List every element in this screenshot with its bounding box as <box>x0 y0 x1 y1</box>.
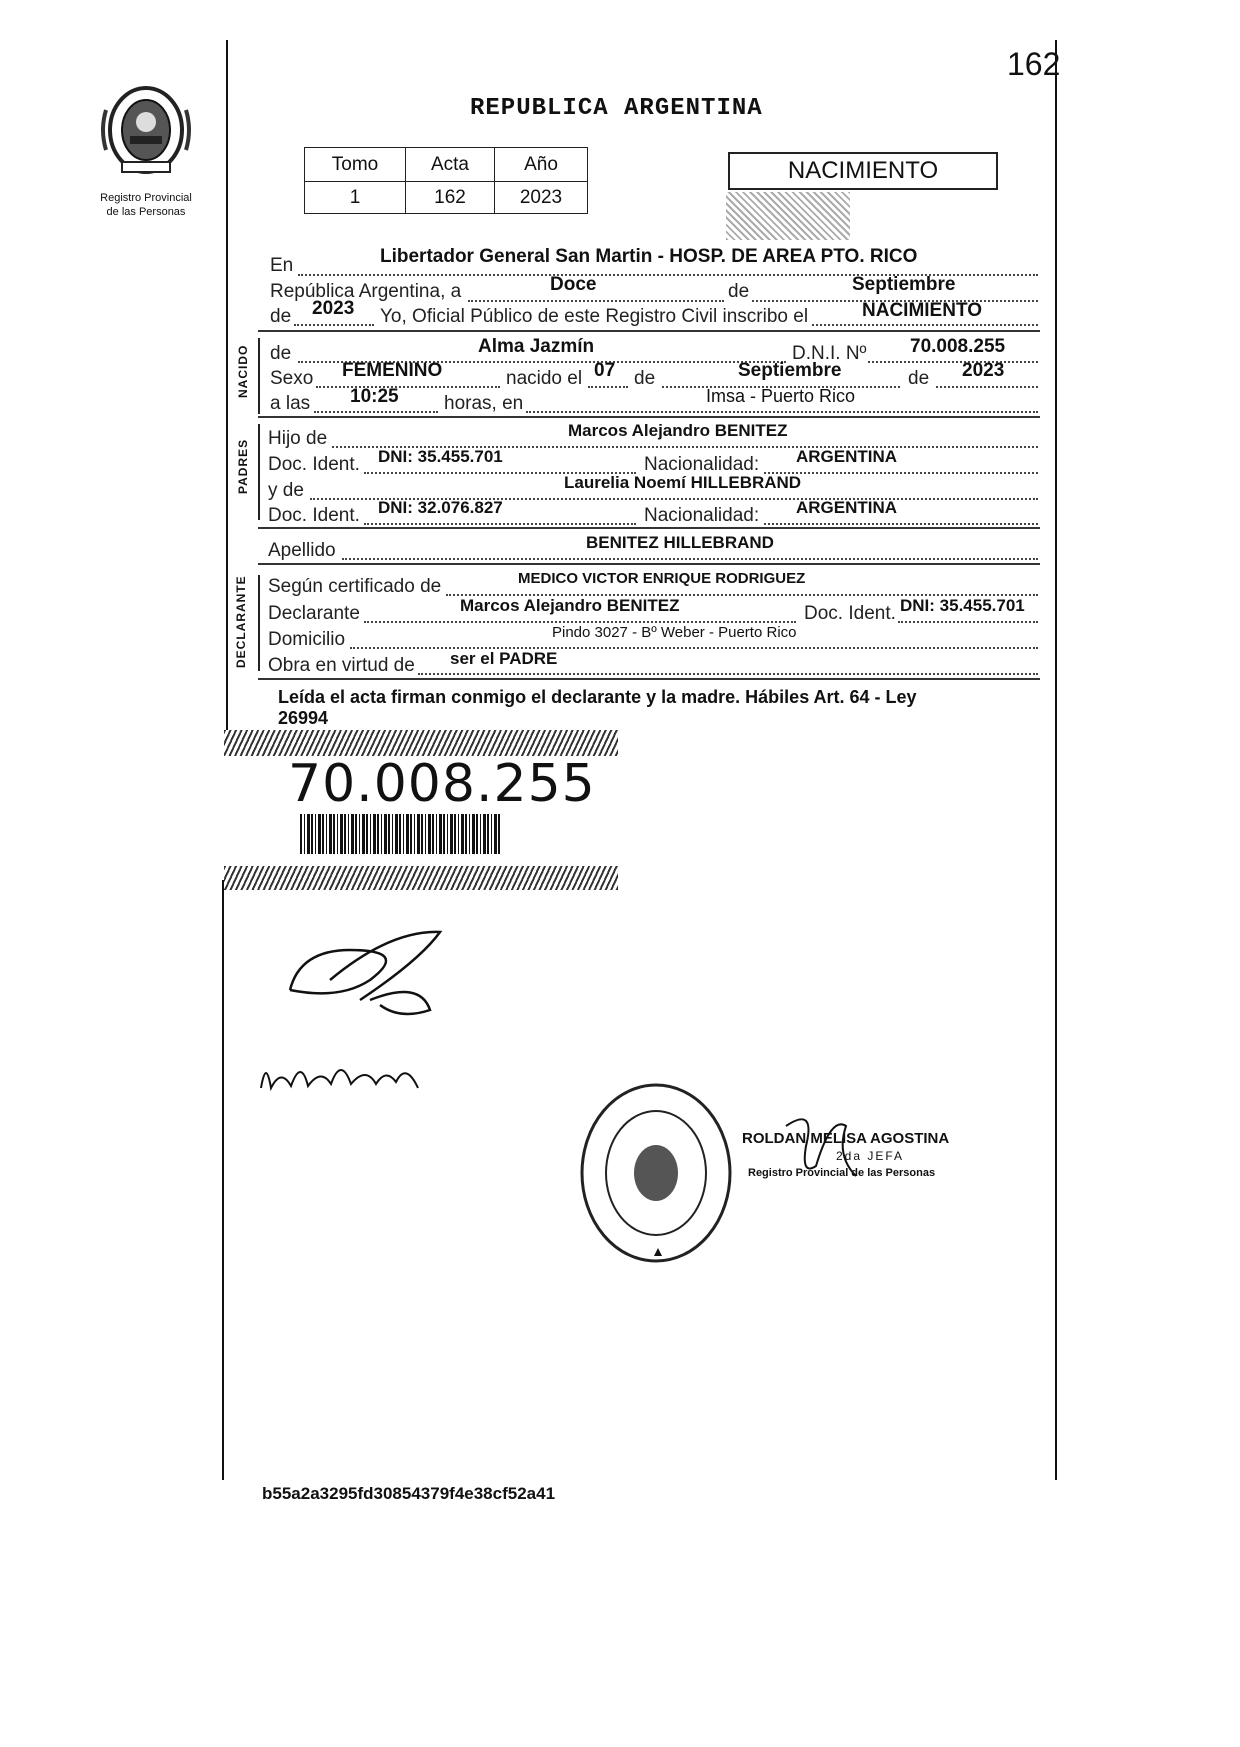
tomo-value: 1 <box>305 182 406 214</box>
dotted-line <box>468 300 724 302</box>
day-words: Doce <box>550 274 597 295</box>
nac-label-2: Nacionalidad: <box>644 505 760 526</box>
birth-month: Septiembre <box>738 360 842 381</box>
section-rule <box>258 527 1040 529</box>
father-nationality: ARGENTINA <box>796 447 898 466</box>
hijo-label: Hijo de <box>268 428 328 449</box>
apellido-value: BENITEZ HILLEBRAND <box>586 533 774 552</box>
de-label: de <box>728 281 750 302</box>
declarant-doc: DNI: 35.455.701 <box>900 596 1025 615</box>
id-number-large: 70.008.255 <box>288 754 596 814</box>
acta-value: 162 <box>406 182 495 214</box>
official-office: Registro Provincial de las Personas <box>748 1167 936 1179</box>
name-label: de <box>270 343 292 364</box>
section-rule <box>258 563 1040 565</box>
cert-value: MEDICO VICTOR ENRIQUE RODRIGUEZ <box>518 570 806 587</box>
dni-label: D.N.I. Nº <box>792 343 867 364</box>
dotted-line <box>588 386 628 388</box>
nacido-label: nacido el <box>506 368 583 389</box>
declarant-name: Marcos Alejandro BENITEZ <box>460 596 680 615</box>
nac-label: Nacionalidad: <box>644 454 760 475</box>
year-value: 2023 <box>312 298 355 319</box>
official-role: 2da JEFA <box>836 1149 905 1163</box>
dotted-line <box>364 523 636 525</box>
month-value: Septiembre <box>852 274 956 295</box>
place-value: Libertador General San Martin - HOSP. DE AREA PTO. RICO <box>380 246 918 267</box>
dotted-line <box>418 673 1038 675</box>
section-bar <box>258 338 260 414</box>
left-border <box>226 40 228 730</box>
barcode <box>300 814 502 854</box>
right-border <box>1055 40 1057 1480</box>
dotted-line <box>342 558 1038 560</box>
logo-caption-1: Registro Provincial <box>100 192 192 204</box>
closing-line-2: 26994 <box>278 708 329 728</box>
padres-side-label: PADRES <box>236 438 250 494</box>
section-rule <box>258 330 1040 332</box>
registry-logo <box>92 80 200 219</box>
birth-place: Imsa - Puerto Rico <box>706 386 856 406</box>
act-value: NACIMIENTO <box>862 300 982 321</box>
col-acta: Acta <box>406 148 495 182</box>
dotted-line <box>812 324 1038 326</box>
nacido-side-label: NACIDO <box>236 344 250 398</box>
birth-year: 2023 <box>962 360 1005 381</box>
mother-nationality: ARGENTINA <box>796 498 898 517</box>
section-bar <box>258 424 260 520</box>
document-hash: b55a2a3295fd30854379f4e38cf52a41 <box>262 1484 556 1503</box>
dotted-line <box>764 523 1038 525</box>
section-bar <box>258 575 260 671</box>
decl-label: Declarante <box>268 603 360 624</box>
dotted-line <box>764 472 1038 474</box>
birth-day: 07 <box>594 360 616 381</box>
doc-label: Doc. Ident. <box>268 454 360 475</box>
rep-label: República Argentina, a <box>270 281 462 302</box>
dotted-line <box>526 411 1038 413</box>
dotted-line <box>316 386 500 388</box>
dotted-line <box>936 386 1038 388</box>
dotted-line <box>364 621 796 623</box>
province-seal-icon <box>92 80 200 180</box>
birth-time: 10:25 <box>350 386 399 407</box>
declarant-signature <box>270 920 460 1020</box>
section-rule <box>258 678 1040 680</box>
mother-signature <box>246 1048 436 1098</box>
section-rule <box>258 416 1040 418</box>
declarante-side-label: DECLARANTE <box>234 575 248 668</box>
logo-caption-2: de las Personas <box>106 206 186 218</box>
col-tomo: Tomo <box>305 148 406 182</box>
security-pattern <box>726 192 850 240</box>
alas-label: a las <box>270 393 311 414</box>
closing-line-1: Leída el acta firman conmigo el declarante y la madre. Hábiles Art. 64 - Ley <box>278 687 917 707</box>
mother-name: Laurelia Noemí HILLEBRAND <box>564 473 802 492</box>
anio-value: 2023 <box>495 182 588 214</box>
child-dni: 70.008.255 <box>910 336 1006 357</box>
official-stamp <box>576 1078 736 1268</box>
apellido-label: Apellido <box>268 540 336 561</box>
dotted-line <box>898 621 1038 623</box>
act-type-box: NACIMIENTO <box>728 152 998 190</box>
document-title: REPUBLICA ARGENTINA <box>470 95 763 122</box>
yo-label: Yo, Oficial Público de este Registro Civil inscribo el <box>380 306 809 327</box>
sexo-value: FEMENINO <box>342 360 443 381</box>
official-name: ROLDAN MELISA AGOSTINA <box>742 1130 950 1147</box>
sexo-label: Sexo <box>270 368 314 389</box>
dom-label: Domicilio <box>268 629 346 650</box>
de-label-4: de <box>908 368 930 389</box>
domicile-value: Pindo 3027 - Bº Weber - Puerto Rico <box>552 624 797 641</box>
en-label: En <box>270 255 294 276</box>
yde-label: y de <box>268 480 304 501</box>
child-name: Alma Jazmín <box>478 336 595 357</box>
col-anio: Año <box>495 148 588 182</box>
security-band-top <box>224 730 618 756</box>
obra-value: ser el PADRE <box>450 649 558 668</box>
doc-label-3: Doc. Ident. <box>804 603 896 624</box>
left-border-lower <box>222 880 224 1480</box>
cert-label: Según certificado de <box>268 576 442 597</box>
father-name: Marcos Alejandro BENITEZ <box>568 421 788 440</box>
de-label-2: de <box>270 306 292 327</box>
dotted-line <box>294 324 374 326</box>
header-table <box>304 147 588 214</box>
father-doc: DNI: 35.455.701 <box>378 447 503 466</box>
horas-label: horas, en <box>444 393 524 414</box>
page-number: 162 <box>1007 46 1061 82</box>
doc-label-2: Doc. Ident. <box>268 505 360 526</box>
security-band-bottom <box>224 866 618 890</box>
dotted-line <box>868 361 1038 363</box>
obra-label: Obra en virtud de <box>268 655 415 676</box>
dotted-line <box>314 411 438 413</box>
de-label-3: de <box>634 368 656 389</box>
mother-doc: DNI: 32.076.827 <box>378 498 503 517</box>
